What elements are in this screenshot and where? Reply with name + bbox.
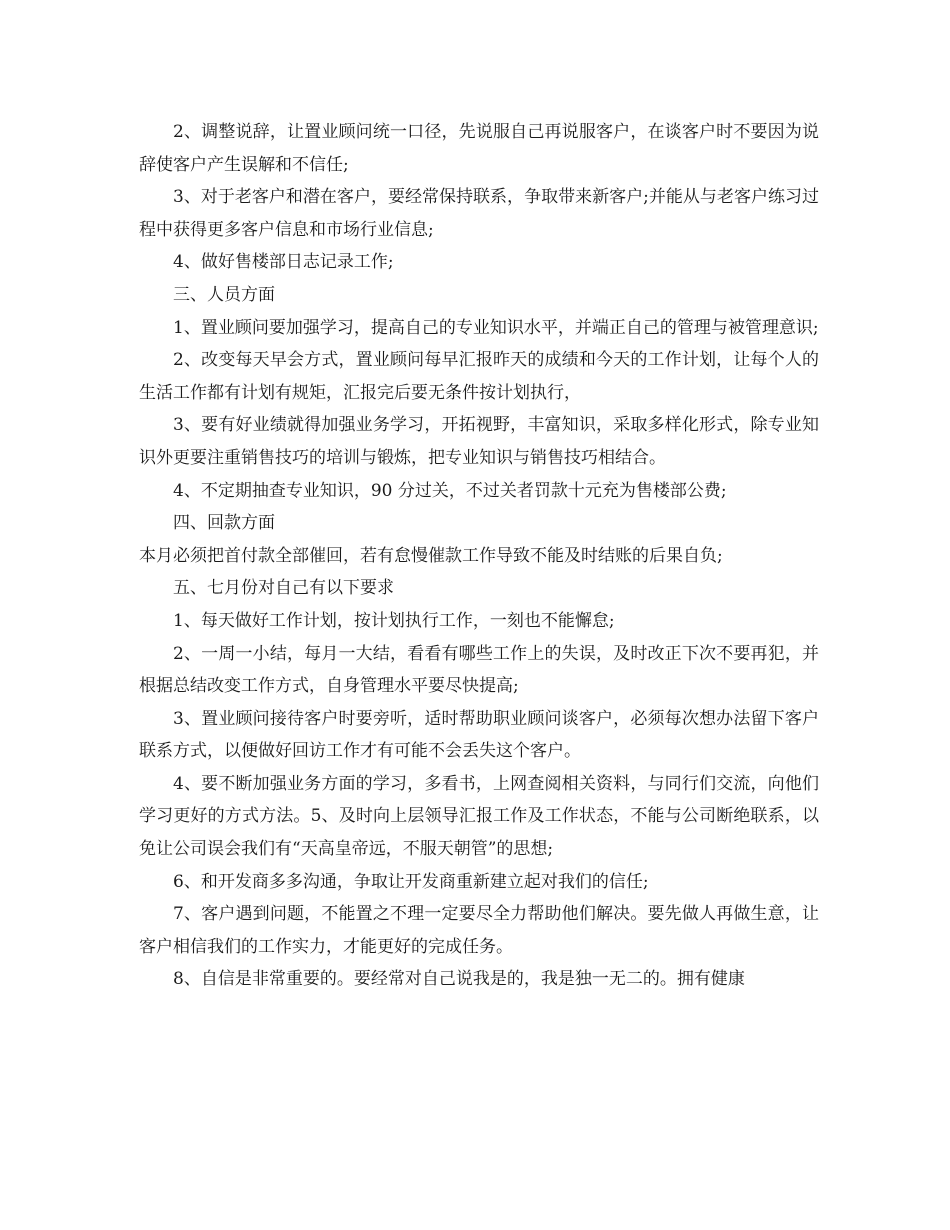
section-heading: 四、回款方面: [173, 513, 275, 534]
paragraph: 8、自信是非常重要的。要经常对自己说我是的，我是独一无二的。拥有健康: [173, 969, 745, 990]
paragraph: 3、置业顾问接待客户时要旁听，适时帮助职业顾问谈客户，必须每次想办法留下客户联系方式，以便做好回访工作才有可能不会丢失这个客户。: [139, 708, 819, 762]
paragraph: 1、每天做好工作计划，按计划执行工作，一刻也不能懈怠;: [173, 610, 615, 631]
paragraph: 2、改变每天早会方式，置业顾问每早汇报昨天的成绩和今天的工作计划，让每个人的生活工作都有计划有规矩，汇报完后要无条件按计划执行，: [139, 350, 819, 403]
paragraph: 6、和开发商多多沟通，争取让开发商重新建立起对我们的信任;: [173, 871, 649, 892]
section-heading: 三、人员方面: [173, 284, 275, 305]
paragraph: 1、置业顾问要加强学习，提高自己的专业知识水平，并端正自己的管理与被管理意识;: [173, 317, 819, 338]
paragraph: 3、要有好业绩就得加强业务学习，开拓视野，丰富知识，采取多样化形式，除专业知识外更要注重销售技巧的培训与锻炼，把专业知识与销售技巧相结合。: [139, 415, 819, 468]
document-body: [139, 116, 819, 996]
paragraph: 4、做好售楼部日志记录工作;: [173, 252, 394, 273]
paragraph: 2、一周一小结，每月一大结，看看有哪些工作上的失误，及时改正下次不要再犯，并根据总结改变工作方式，自身管理水平要尽快提高;: [139, 643, 819, 697]
paragraph: 2、调整说辞，让置业顾问统一口径，先说服自己再说服客户，在谈客户时不要因为说辞使客户产生误解和不信任;: [139, 122, 819, 175]
paragraph: 本月必须把首付款全部催回，若有怠慢催款工作导致不能及时结账的后果自负;: [139, 545, 723, 566]
paragraph: 7、客户遇到问题，不能置之不理一定要尽全力帮助他们解决。要先做人再做生意，让客户相信我们的工作实力，才能更好的完成任务。: [139, 904, 819, 957]
paragraph: 3、对于老客户和潜在客户，要经常保持联系，争取带来新客户;并能从与老客户练习过程中获得更多客户信息和市场行业信息;: [139, 187, 819, 240]
paragraph: 4、要不断加强业务方面的学习，多看书，上网查阅相关资料，与同行们交流，向他们学习更好的方式方法。5、及时向上层领导汇报工作及工作状态，不能与公司断绝联系，以免让公司误会我们有“天高皇帝远，不服天朝管”的思想;: [139, 773, 819, 860]
section-heading: 五、七月份对自己有以下要求: [173, 578, 394, 599]
paragraph: 4、不定期抽查专业知识，90 分过关，不过关者罚款十元充为售楼部公费;: [173, 480, 727, 501]
